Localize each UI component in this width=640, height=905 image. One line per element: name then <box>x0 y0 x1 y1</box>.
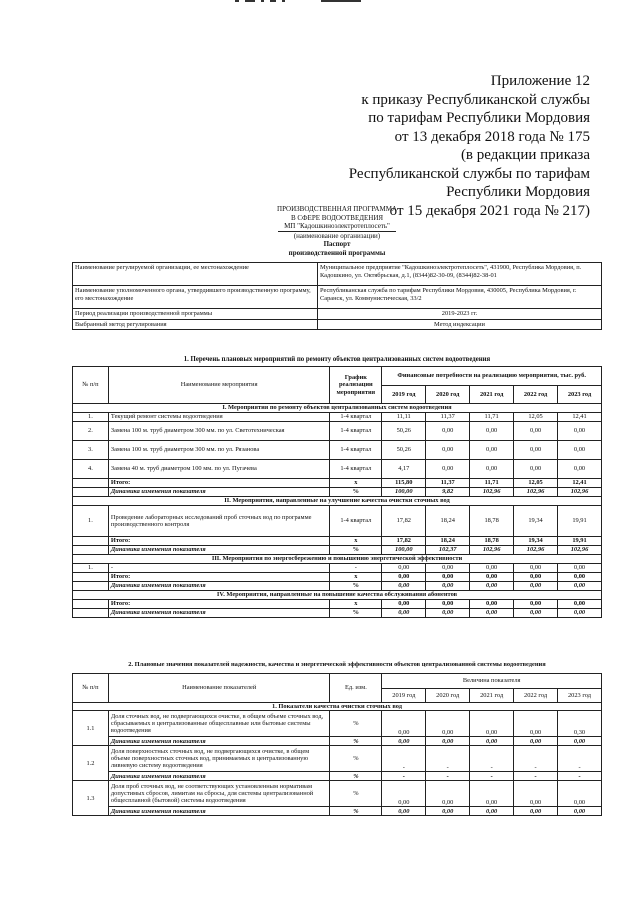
dynamics-label: Динамика изменения показателя <box>108 488 329 497</box>
dynamics-row <box>73 582 602 591</box>
column-header-year: 2022 год <box>514 385 558 404</box>
total-label: Итого: <box>108 573 329 582</box>
dynamics-row <box>73 488 602 497</box>
measure-name: - <box>108 564 329 573</box>
group-title: II. Мероприятия, направленные на улучшение качества очистки сточных вод <box>73 497 602 506</box>
row-number: 1. <box>73 506 109 537</box>
year-value: 0,00 <box>514 460 558 479</box>
program-title: ПРОИЗВОДСТВЕННАЯ ПРОГРАММА <box>277 205 397 213</box>
annex-line: от 13 декабря 2018 года № 175 <box>394 128 590 145</box>
dynamics-value: 100,00 <box>382 546 426 555</box>
passport-row <box>73 309 602 320</box>
total-label: Итого: <box>108 600 329 609</box>
year-value: 0,00 <box>426 441 470 460</box>
dynamics-value: - <box>558 772 602 781</box>
row-number: 1. <box>73 413 109 422</box>
passport-label: Наименование регулируемой организации, ее местонахождение <box>73 263 318 286</box>
measure-schedule: 1-4 квартал <box>330 506 382 537</box>
indicator-name: Доля сточных вод, не подвергающихся очистке, в общем объеме сточных вод, сбрасываемых в централизованные общесплавные или бытовые системы водоотведения <box>108 711 330 737</box>
passport-subtitle: производственной программы <box>288 248 386 257</box>
dynamics-unit: % <box>330 546 382 555</box>
total-value: 0,00 <box>470 600 514 609</box>
column-header-year: 2022 год <box>514 688 558 703</box>
measure-schedule: 1-4 квартал <box>330 413 382 422</box>
total-label: Итого: <box>108 537 329 546</box>
year-value: 4,17 <box>382 460 426 479</box>
dynamics-value: 100,00 <box>382 488 426 497</box>
year-value: 0,00 <box>514 564 558 573</box>
dynamics-value: 0,00 <box>470 582 514 591</box>
year-value: 0,00 <box>470 564 514 573</box>
column-header-year: 2023 год <box>558 385 602 404</box>
dynamics-label: Динамика изменения показателя <box>108 807 330 816</box>
dynamics-value: 0,00 <box>514 609 558 618</box>
row-number: 1.2 <box>73 746 109 781</box>
total-value: 0,00 <box>382 573 426 582</box>
column-header-name: Наименование показателей <box>108 674 330 703</box>
year-value: 0,00 <box>514 781 558 807</box>
row-number: 1.3 <box>73 781 109 816</box>
table-header-row <box>73 367 602 386</box>
year-value: 0,00 <box>558 564 602 573</box>
dynamics-value: 102,96 <box>514 546 558 555</box>
annex-line: по тарифам Республики Мордовия <box>368 110 590 126</box>
year-value: 0,00 <box>426 781 470 807</box>
year-value: 0,00 <box>426 460 470 479</box>
program-subtitle: В СФЕРЕ ВОДООТВЕДЕНИЯ <box>290 213 384 222</box>
year-value: 0,00 <box>382 564 426 573</box>
organization-caption: (наименование организации) <box>293 231 381 240</box>
total-unit: х <box>330 537 382 546</box>
year-value: 18,78 <box>470 506 514 537</box>
scan-artifact <box>235 0 395 4</box>
row-number: 1.1 <box>73 711 109 746</box>
table-row <box>73 564 602 573</box>
total-value: 0,00 <box>558 600 602 609</box>
year-value: 0,00 <box>470 441 514 460</box>
dynamics-value: 0,00 <box>558 807 602 816</box>
dynamics-label: Динамика изменения показателя <box>108 546 329 555</box>
year-value: 0,30 <box>558 711 602 737</box>
dynamics-value: 0,00 <box>382 582 426 591</box>
dynamics-value: 0,00 <box>426 737 470 746</box>
measure-name: Текущий ремонт системы водоотведения <box>108 413 329 422</box>
table-row <box>73 460 602 479</box>
year-value: 12,05 <box>514 413 558 422</box>
group-title-row <box>73 555 602 564</box>
indicator-unit: % <box>330 711 382 737</box>
year-value: 0,00 <box>558 460 602 479</box>
year-value: 0,00 <box>470 781 514 807</box>
group-title: IV. Мероприятия, направленные на повышение качества обслуживания абонентов <box>73 591 602 600</box>
passport-value: Республиканская служба по тарифам Республики Мордовия, 430005, Республика Мордовия, г. Саранск, ул. Коммунистическая, 33/2 <box>318 286 602 309</box>
section2-title: 2. Плановые значения показателей надежности, качества и энергетической эффективности объектов централизованной системы водоотведения <box>128 661 546 669</box>
dynamics-value: 0,00 <box>470 737 514 746</box>
row-number: 3. <box>73 441 109 460</box>
dynamics-unit: % <box>330 488 382 497</box>
section1-title: 1. Перечень плановых мероприятий по ремонту объектов централизованных систем водоотведения <box>183 356 491 363</box>
measure-name: Замена 100 м. труб диаметром 300 мм. по ул. Светотехническая <box>108 422 329 441</box>
table-row <box>73 711 602 737</box>
dynamics-value: 102,37 <box>426 546 470 555</box>
total-value: 19,91 <box>558 537 602 546</box>
total-value: 18,24 <box>426 537 470 546</box>
measure-name: Проведение лабораторных исследований проб сточных вод по программе производственного контроля <box>108 506 329 537</box>
dynamics-value: - <box>382 772 426 781</box>
row-number: 2. <box>73 422 109 441</box>
year-value: - <box>514 746 558 772</box>
year-value: 11,37 <box>426 413 470 422</box>
total-unit: х <box>330 573 382 582</box>
dynamics-value: 102,96 <box>558 488 602 497</box>
dynamics-unit: % <box>330 807 382 816</box>
dynamics-value: 0,00 <box>470 807 514 816</box>
annex-block <box>260 72 590 220</box>
total-value: 0,00 <box>470 573 514 582</box>
total-value: 0,00 <box>514 600 558 609</box>
dynamics-unit: % <box>330 609 382 618</box>
measure-name: Замена 100 м. труб диаметром 300 мм. по ул. Рязанова <box>108 441 329 460</box>
total-value: 19,34 <box>514 537 558 546</box>
dynamics-value: 0,00 <box>382 807 426 816</box>
dynamics-value: 9,82 <box>426 488 470 497</box>
passport-row <box>73 319 602 330</box>
group-title: III. Мероприятия по энергосбережению и повышению энергетической эффективности <box>73 555 602 564</box>
passport-title: Паспорт <box>323 240 351 249</box>
dynamics-value: 0,00 <box>514 807 558 816</box>
dynamics-row <box>73 807 602 816</box>
total-value: 11,37 <box>426 479 470 488</box>
total-value: 0,00 <box>426 573 470 582</box>
year-value: 0,00 <box>514 441 558 460</box>
year-value: - <box>382 746 426 772</box>
row-number <box>73 609 109 618</box>
year-value: 50,26 <box>382 422 426 441</box>
year-value: 19,34 <box>514 506 558 537</box>
indicators-table <box>72 657 602 816</box>
table-header-row <box>73 674 602 689</box>
measure-schedule: - <box>330 564 382 573</box>
annex-line: Приложение 12 <box>490 73 590 89</box>
passport-label: Выбранный метод регулирования <box>73 319 318 330</box>
dynamics-row <box>73 737 602 746</box>
year-value: 0,00 <box>558 441 602 460</box>
dynamics-value: 0,00 <box>426 582 470 591</box>
row-number <box>73 573 109 582</box>
dynamics-value: 0,00 <box>558 582 602 591</box>
column-header-unit: Ед. изм. <box>330 674 382 703</box>
dynamics-value: 0,00 <box>514 737 558 746</box>
total-value: 0,00 <box>558 573 602 582</box>
group-title-row <box>73 591 602 600</box>
row-number: 1. <box>73 564 109 573</box>
passport-label: Наименование уполномоченного органа, утвердившего производственную программу, его местонахождение <box>73 286 318 309</box>
dynamics-row <box>73 609 602 618</box>
total-row <box>73 573 602 582</box>
year-value: 0,00 <box>382 781 426 807</box>
dynamics-label: Динамика изменения показателя <box>108 609 329 618</box>
column-header-number: № п/п <box>73 367 109 404</box>
repair-measures-table <box>72 366 602 618</box>
total-row <box>73 537 602 546</box>
section2-title-row <box>73 657 602 674</box>
organization-name: МП "Кадошкиноэлектротеплосеть" <box>278 222 396 232</box>
passport-row <box>73 263 602 286</box>
column-header-name: Наименование мероприятия <box>108 367 329 404</box>
column-header-number: № п/п <box>73 674 109 703</box>
dynamics-value: - <box>470 772 514 781</box>
total-value: 11,71 <box>470 479 514 488</box>
year-value: 50,26 <box>382 441 426 460</box>
total-row <box>73 479 602 488</box>
table-row <box>73 413 602 422</box>
column-header-value: Величина показателя <box>382 674 602 689</box>
total-value: 12,41 <box>558 479 602 488</box>
passport-value: Муниципальное предприятие "Кадошкиноэлектротеплосеть", 431900, Республика Мордовия, п. Кадошкино, ул. Октябрьская, д.1, (8344)82-30-09, (8344)82-38-01 <box>318 263 602 286</box>
annex-line: (в редакции приказа <box>460 147 590 163</box>
passport-table <box>72 262 602 330</box>
dynamics-value: 0,00 <box>382 737 426 746</box>
dynamics-label: Динамика изменения показателя <box>108 737 330 746</box>
program-header <box>72 205 602 258</box>
dynamics-unit: % <box>330 772 382 781</box>
row-number: 4. <box>73 460 109 479</box>
row-number <box>73 479 109 488</box>
year-value: - <box>426 746 470 772</box>
table-row <box>73 441 602 460</box>
year-value: 0,00 <box>470 422 514 441</box>
dynamics-value: 102,96 <box>558 546 602 555</box>
indicator-name: Доля проб сточных вод, не соответствующих установленным нормативам допустимых сбросов, лимитам на сбросы, для системы централизованной общесплавной (бытовой) системы водоотведения <box>108 781 330 807</box>
year-value: 0,00 <box>426 711 470 737</box>
measure-name: Замена 40 м. труб диаметром 100 мм. по ул. Пугачева <box>108 460 329 479</box>
group-title-row <box>73 497 602 506</box>
dynamics-value: 102,96 <box>470 546 514 555</box>
year-value: 0,00 <box>470 711 514 737</box>
total-label: Итого: <box>108 479 329 488</box>
dynamics-value: 0,00 <box>426 609 470 618</box>
year-value: 0,00 <box>514 422 558 441</box>
measure-schedule: 1-4 квартал <box>330 422 382 441</box>
row-number <box>73 488 109 497</box>
table-row <box>73 506 602 537</box>
dynamics-value: 0,00 <box>514 582 558 591</box>
year-value: - <box>470 746 514 772</box>
total-value: 18,78 <box>470 537 514 546</box>
dynamics-value: - <box>514 772 558 781</box>
total-value: 0,00 <box>514 573 558 582</box>
column-header-needs: Финансовые потребности на реализацию мероприятия, тыс. руб. <box>382 367 602 386</box>
total-unit: х <box>330 479 382 488</box>
column-header-year: 2020 год <box>426 688 470 703</box>
row-number <box>73 546 109 555</box>
passport-value: 2019-2023 гг. <box>318 309 602 320</box>
dynamics-value: 102,96 <box>514 488 558 497</box>
year-value: 12,41 <box>558 413 602 422</box>
passport-label: Период реализации производственной программы <box>73 309 318 320</box>
column-header-year: 2020 год <box>426 385 470 404</box>
dynamics-label: Динамика изменения показателя <box>108 582 329 591</box>
annex-line: Республиканской службы по тарифам <box>348 165 590 182</box>
total-value: 0,00 <box>382 600 426 609</box>
group-title: I. Мероприятия по ремонту объектов централизованных систем водоотведения <box>73 404 602 413</box>
dynamics-row <box>73 546 602 555</box>
row-number <box>73 582 109 591</box>
annex-line: от 15 декабря 2021 года № 217) <box>389 202 590 219</box>
measure-schedule: 1-4 квартал <box>330 441 382 460</box>
passport-value: Метод индексации <box>318 319 602 330</box>
total-value: 0,00 <box>426 600 470 609</box>
column-header-year: 2023 год <box>558 688 602 703</box>
dynamics-value: - <box>426 772 470 781</box>
column-header-year: 2021 год <box>470 385 514 404</box>
row-number <box>73 537 109 546</box>
row-number <box>73 600 109 609</box>
column-header-year: 2021 год <box>470 688 514 703</box>
passport-row <box>73 286 602 309</box>
total-value: 115,80 <box>382 479 426 488</box>
dynamics-row <box>73 772 602 781</box>
dynamics-value: 0,00 <box>558 609 602 618</box>
total-unit: х <box>330 600 382 609</box>
year-value: 0,00 <box>558 422 602 441</box>
dynamics-value: 0,00 <box>426 807 470 816</box>
dynamics-unit: % <box>330 582 382 591</box>
dynamics-value: 102,96 <box>470 488 514 497</box>
dynamics-value: 0,00 <box>470 609 514 618</box>
indicator-unit: % <box>330 746 382 772</box>
year-value: 19,91 <box>558 506 602 537</box>
annex-line: Республики Мордовия <box>446 184 590 200</box>
group-title: 1. Показатели качества очистки сточных вод <box>73 703 602 711</box>
total-value: 17,82 <box>382 537 426 546</box>
year-value: 11,71 <box>470 413 514 422</box>
column-header-year: 2019 год <box>382 688 426 703</box>
total-row <box>73 600 602 609</box>
total-value: 12,05 <box>514 479 558 488</box>
indicator-unit: % <box>330 781 382 807</box>
table-row <box>73 422 602 441</box>
group-title-row <box>73 703 602 711</box>
year-value: 0,00 <box>426 422 470 441</box>
year-value: 0,00 <box>558 781 602 807</box>
table-row <box>73 781 602 807</box>
year-value: 18,24 <box>426 506 470 537</box>
indicator-name: Доля поверхностных сточных вод, не подвергающихся очистке, в общем объеме поверхностных сточных вод, принимаемых в централизованную ливневую систему водоотведения <box>108 746 330 772</box>
year-value: 11,11 <box>382 413 426 422</box>
year-value: 0,00 <box>514 711 558 737</box>
column-header-year: 2019 год <box>382 385 426 404</box>
dynamics-value: 0,00 <box>382 609 426 618</box>
column-header-schedule: График реализации мероприятия <box>330 367 382 404</box>
measure-schedule: 1-4 квартал <box>330 460 382 479</box>
table-row <box>73 746 602 772</box>
year-value: 0,00 <box>470 460 514 479</box>
year-value: 0,00 <box>426 564 470 573</box>
group-title-row <box>73 404 602 413</box>
dynamics-unit: % <box>330 737 382 746</box>
dynamics-value: 0,00 <box>558 737 602 746</box>
year-value: - <box>558 746 602 772</box>
dynamics-label: Динамика изменения показателя <box>108 772 330 781</box>
year-value: 0,00 <box>382 711 426 737</box>
annex-line: к приказу Республиканской службы <box>361 91 590 108</box>
year-value: 17,82 <box>382 506 426 537</box>
